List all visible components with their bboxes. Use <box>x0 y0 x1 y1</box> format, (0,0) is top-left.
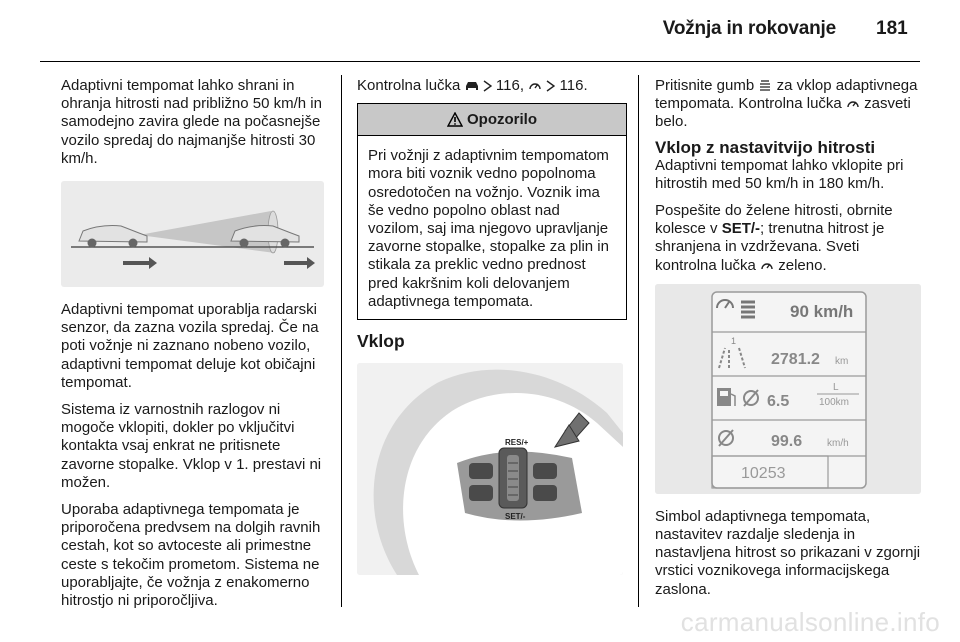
paragraph-radar: Adaptivni tempomat uporablja radarski senzor, da zazna vozila spredaj. Če na poti vožnje ni zaznano nobeno vozilo, adaptivni tempomat deluje kot običajni tempomat. <box>61 301 319 391</box>
radar-illustration <box>61 181 324 287</box>
warning-box <box>357 103 627 320</box>
cruise-control-icon <box>528 80 542 92</box>
column-2 <box>357 77 627 575</box>
page-number: 181 <box>876 18 908 39</box>
column-1 <box>61 77 327 619</box>
column-divider-2 <box>638 75 639 607</box>
warning-header <box>358 104 626 136</box>
set-label: SET/- <box>505 512 526 522</box>
set-speed-readout: 90 km/h <box>790 301 854 321</box>
car-lamp-icon <box>465 80 479 92</box>
page-reference-arrow-icon <box>483 80 492 92</box>
gear-number: 1 <box>731 335 737 346</box>
page-reference-arrow-icon <box>546 80 555 92</box>
warning-icon <box>447 112 463 127</box>
paragraph-usage: Uporaba adaptivnega tempomata je priporočena predvsem na dolgih ravnih cestah, kot so avtoceste ali primestne ceste s tekočim prometom. Sistema ne uporabljajte, če vožnja z enakomerno hitrostjo ni priporočljiva. <box>61 501 321 610</box>
paragraph-set-speed: Pospešite do želene hitrosti, obrnite kolesce v SET/-; trenutna hitrost je shranjena in vzdrževana. Sveti kontrolna lučka zeleno. <box>655 202 893 274</box>
average-speed: 99.6 <box>771 432 803 450</box>
consumption-unit-top: L <box>833 381 839 393</box>
paragraph-intro: Adaptivni tempomat lahko shrani in ohranja hitrosti nad približno 50 km/h in samodejno zavira glede na počasnejše vozilo spredaj do najmanjše hitrosti 30 km/h. <box>61 77 322 167</box>
cruise-control-icon <box>760 260 774 272</box>
fuel-pump-icon <box>717 388 731 406</box>
warning-title: Opozorilo <box>467 110 537 128</box>
paragraph-safety: Sistema iz varnostnih razlogov ni mogoče vklopiti, dokler po vključitvi kontakta vsaj enkrat ne pritisnete zavorne stopalke. Vklop v 1. prestavi ni možen. <box>61 401 322 491</box>
warning-text: Pri vožnji z adaptivnim tempomatom mora biti voznik vedno popolnoma osredotočen na vožnjo. Voznik ima še vedno popolno oblast nad vozilom, saj ima njegovo upravljanje zavorne stopalke, stopalke za plin in stikala za preklic vedno prednost pred kakršnim koli delovanjem adaptivnega tempomata. <box>368 147 609 310</box>
column-divider-1 <box>341 75 342 607</box>
indicator-reference: Kontrolna lučka 116, 116. <box>357 77 588 94</box>
driver-info-display-illustration <box>655 284 921 494</box>
average-speed-unit: km/h <box>827 437 849 449</box>
paragraph-press-button: Pritisnite gumb za vklop adaptivnega tempomata. Kontrolna lučka zasveti belo. <box>655 77 918 131</box>
odometer: 10253 <box>741 464 786 482</box>
res-label: RES/+ <box>505 438 529 448</box>
paragraph-display-info: Simbol adaptivnega tempomata, nastavitev razdalje sledenja in nastavljena hitrost so prikazani v zgornji vrstici voznikovega informacijskega zaslona. <box>655 507 921 598</box>
header-divider <box>40 61 920 62</box>
trip-distance: 2781.2 <box>771 350 820 368</box>
watermark: carmanualsonline.info <box>680 607 940 637</box>
subheading-set-speed: Vklop z nastavitvijo hitrosti <box>655 137 876 157</box>
steering-wheel-illustration <box>357 363 623 575</box>
consumption-unit-bottom: 100km <box>819 396 850 408</box>
column-3 <box>655 77 925 608</box>
cruise-control-icon <box>846 98 860 110</box>
section-heading-vklop: Vklop <box>357 331 405 352</box>
page-title: Vožnja in rokovanje <box>662 18 836 39</box>
paragraph-speed-range: Adaptivni tempomat lahko vklopite pri hitrostih med 50 km/h in 180 km/h. <box>655 156 904 192</box>
acc-button-icon <box>758 80 772 92</box>
fuel-consumption: 6.5 <box>767 392 790 410</box>
trip-distance-unit: km <box>835 355 849 367</box>
